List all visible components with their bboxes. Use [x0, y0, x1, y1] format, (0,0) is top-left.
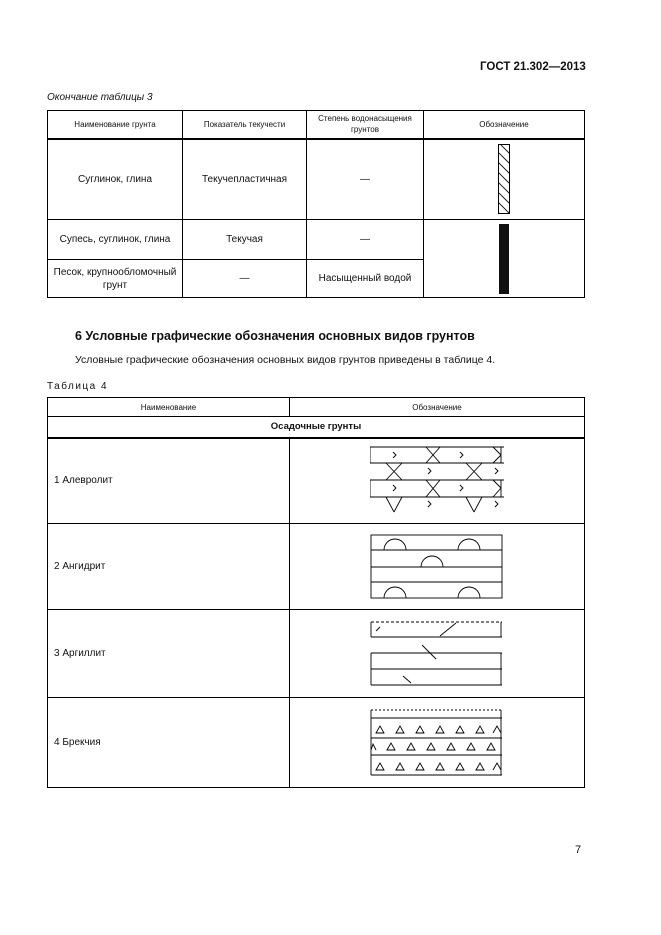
table3-header-saturation: Степень водонасыщения грунтов	[307, 111, 424, 139]
table3-cell-fluidity: Текучепластичная	[183, 139, 307, 220]
table4-cell-name: 3 Аргиллит	[48, 610, 290, 698]
section-text: Условные графические обозначения основных видов грунтов приведены в таблице 4.	[75, 354, 496, 366]
argillite-pattern-icon	[370, 621, 504, 687]
table-row	[48, 610, 585, 698]
table3-cell-saturation: —	[307, 220, 424, 260]
page-number: 7	[575, 844, 582, 856]
table3-header-name: Наименование грунта	[48, 111, 183, 139]
standard-header: ГОСТ 21.302—2013	[480, 61, 586, 73]
table3-cell-name: Песок, крупнообломочный грунт	[48, 260, 183, 298]
table3-cell-symbol	[424, 139, 585, 220]
breccia-pattern-icon	[370, 709, 504, 777]
table3-cell-fluidity: —	[183, 260, 307, 298]
table-row	[48, 139, 585, 220]
table4-header-symbol: Обозначение	[290, 398, 585, 417]
table3-header-fluidity: Показатель текучести	[183, 111, 307, 139]
table4-cell-name: 4 Брекчия	[48, 698, 290, 788]
table-row	[48, 698, 585, 788]
table4-cell-symbol	[290, 610, 585, 698]
table3-cell-fluidity: Текучая	[183, 220, 307, 260]
table3-cell-symbol	[424, 220, 585, 298]
table4-cell-symbol	[290, 698, 585, 788]
table4-caption: Таблица 4	[47, 381, 109, 392]
table4-cell-name: 2 Ангидрит	[48, 524, 290, 610]
table3-cell-saturation: Насыщенный водой	[307, 260, 424, 298]
table3-header-symbol: Обозначение	[424, 111, 585, 139]
table-row	[48, 438, 585, 524]
table3	[47, 110, 585, 298]
table4	[47, 397, 585, 788]
aleurolite-pattern-icon	[370, 446, 504, 516]
anhydrite-pattern-icon	[370, 534, 504, 600]
hatched-bar-icon	[498, 144, 510, 214]
table3-cell-saturation: —	[307, 139, 424, 220]
solid-bar-icon	[498, 224, 510, 294]
table4-group-heading: Осадочные грунты	[48, 417, 585, 438]
section-title: 6 Условные графические обозначения основных видов грунтов	[75, 329, 475, 343]
table4-cell-symbol	[290, 438, 585, 524]
table4-header-name: Наименование	[48, 398, 290, 417]
table3-cell-name: Суглинок, глина	[48, 139, 183, 220]
table4-cell-name: 1 Алевролит	[48, 438, 290, 524]
table-row	[48, 220, 585, 260]
table3-caption: Окончание таблицы 3	[47, 92, 153, 103]
table4-cell-symbol	[290, 524, 585, 610]
table3-cell-name: Супесь, суглинок, глина	[48, 220, 183, 260]
table-row	[48, 524, 585, 610]
